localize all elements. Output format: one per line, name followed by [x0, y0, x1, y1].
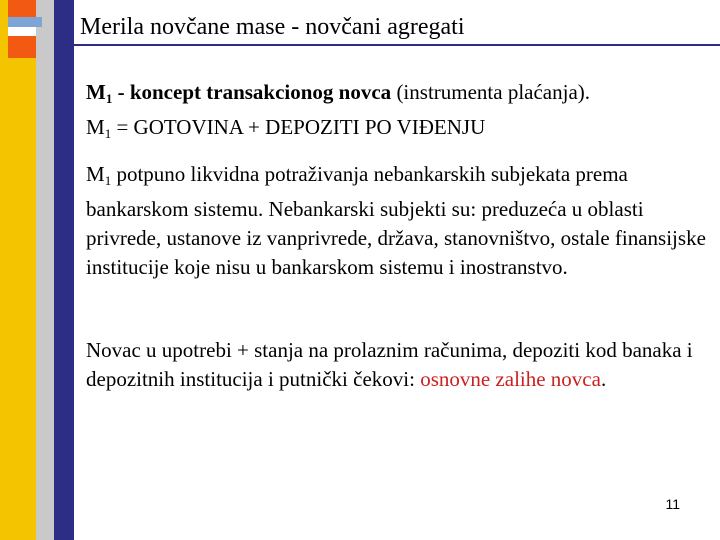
decorative-stripe-gray — [36, 0, 54, 540]
decorative-block-orange — [8, 36, 36, 58]
base-money-paragraph: Novac u upotrebi + stanja na prolaznim računima, depoziti kod banaka i depozitnih institucija i putnički čekovi: osnovne zalihe novca. — [86, 338, 693, 391]
m1-concept-line: $M_1$ - koncept transakcionog novca (instrumenta plaćanja). — [86, 80, 591, 106]
decorative-stripe-yellow-top — [0, 0, 8, 48]
m1-concept-term: koncept transakcionog novca — [129, 80, 392, 104]
decorative-stripe-yellow-left — [0, 48, 8, 540]
m1-formula-line: $M_1$ = GOTOVINA + DEPOZITI PO VIĐENJU — [86, 115, 486, 141]
m1-explanation-paragraph: $M_1$ potpuno likvidna potraživanja nebankarskih subjekata prema bankarskom sistemu. Nebankarski subjekti su: preduzeća u oblasti privrede, ustanove iz vanprivrede, država, stanovništvo, ostale finansijske institucije koje nisu u bankarskom sistemu i inostranstvo. — [86, 162, 706, 279]
m1-definition — [86, 78, 708, 148]
title-underline — [74, 44, 720, 46]
decorative-stripe-navy — [54, 0, 74, 540]
slide-title: Merila novčane mase - novčani agregati — [80, 14, 465, 40]
page-number: 11 — [665, 496, 680, 512]
decorative-stripe-light-blue — [8, 17, 42, 27]
highlight-term: osnovne zalihe novca — [420, 367, 601, 391]
m1-formula: = GOTOVINA + DEPOZITI PO VIĐENJU — [111, 115, 486, 139]
decorative-stripe-yellow — [8, 58, 36, 540]
decorative-stripe-orange — [8, 0, 36, 17]
